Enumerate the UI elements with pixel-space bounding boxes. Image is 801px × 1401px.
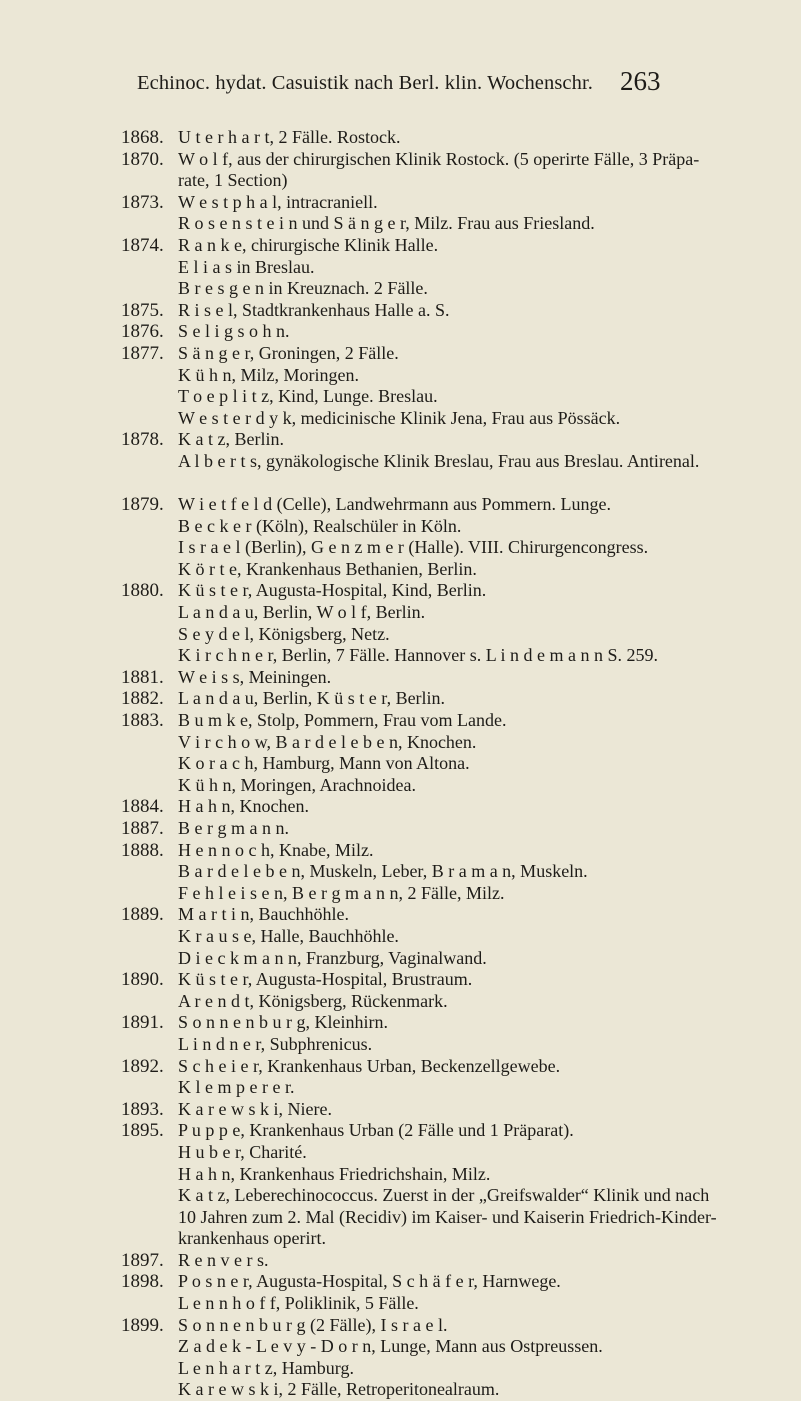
entry-text: [178, 300, 778, 322]
text-line: V i r c h o w, B a r d e l e b e n, Knochen.: [178, 731, 477, 752]
list-item: [0, 710, 801, 796]
page-header: [0, 62, 801, 102]
running-head: Echinoc. hydat. Casuistik nach Berl. klin. Wochenschr.: [137, 72, 593, 94]
list-item: [0, 192, 801, 235]
text-line: W i e t f e l d (Celle), Landwehrmann aus Pommern. Lunge.: [178, 494, 612, 515]
entry-text: [178, 343, 778, 429]
page-number: 263: [620, 66, 661, 96]
text-line: K o r a c h, Hamburg, Mann von Altona.: [178, 753, 470, 774]
entry-text: [178, 667, 778, 689]
entry-text: [178, 1315, 778, 1401]
text-line: R i s e l, Stadtkrankenhaus Halle a. S.: [178, 299, 450, 320]
year-label: 1880.: [121, 580, 164, 602]
list-item: [0, 1315, 801, 1401]
text-line: R e n v e r s.: [178, 1249, 269, 1270]
list-item: [0, 1099, 801, 1121]
list-item: [0, 1250, 801, 1272]
year-label: 1890.: [121, 969, 164, 991]
text-line: W e s t e r d y k, medicinische Klinik Jena, Frau aus Pössäck.: [178, 407, 621, 428]
list-item: [0, 667, 801, 689]
text-line: [178, 473, 778, 495]
text-line: K ü h n, Moringen, Arachnoidea.: [178, 774, 416, 795]
text-line: R o s e n s t e i n und S ä n g e r, Milz. Frau aus Friesland.: [178, 213, 595, 234]
text-line: K a t z, Berlin.: [178, 429, 284, 450]
entry-text: [178, 429, 778, 494]
text-line: M a r t i n, Bauchhöhle.: [178, 904, 349, 925]
entry-text: [178, 580, 778, 666]
entry-text: [178, 127, 778, 149]
list-item: [0, 235, 801, 300]
list-item: [0, 688, 801, 710]
list-item: [0, 580, 801, 666]
text-line: rate, 1 Section): [178, 170, 288, 191]
entry-text: [178, 818, 778, 840]
text-line: K a t z, Leberechinococcus. Zuerst in der „Greifswalder“ Klinik und nach: [178, 1185, 710, 1206]
text-line: A r e n d t, Königsberg, Rückenmark.: [178, 990, 448, 1011]
text-line: K ü s t e r, Augusta-Hospital, Brustraum.: [178, 969, 473, 990]
year-label: 1897.: [121, 1249, 164, 1271]
entry-text: [178, 1250, 778, 1272]
year-label: 1873.: [121, 191, 164, 213]
list-item: [0, 840, 801, 905]
entry-text: [178, 796, 778, 818]
text-line: K a r e w s k i, Niere.: [178, 1098, 332, 1119]
entry-text: [178, 321, 778, 343]
list-item: [0, 969, 801, 1012]
entry-text: [178, 1099, 778, 1121]
year-label: 1891.: [121, 1012, 164, 1034]
text-line: H e n n o c h, Knabe, Milz.: [178, 839, 374, 860]
text-line: L i n d n e r, Subphrenicus.: [178, 1033, 373, 1054]
list-item: [0, 1056, 801, 1099]
text-line: H a h n, Krankenhaus Friedrichshain, Milz.: [178, 1163, 491, 1184]
text-line: L a n d a u, Berlin, K ü s t e r, Berlin.: [178, 688, 446, 709]
text-line: L e n n h o f f, Poliklinik, 5 Fälle.: [178, 1293, 419, 1314]
text-line: L e n h a r t z, Hamburg.: [178, 1357, 354, 1378]
year-label: 1882.: [121, 688, 164, 710]
year-label: 1874.: [121, 234, 164, 256]
text-line: S o n n e n b u r g (2 Fälle), I s r a e l.: [178, 1314, 448, 1335]
text-line: S ä n g e r, Groningen, 2 Fälle.: [178, 342, 399, 363]
text-line: B r e s g e n in Kreuznach. 2 Fälle.: [178, 278, 428, 299]
entry-text: [178, 494, 778, 580]
text-line: B e r g m a n n.: [178, 818, 289, 838]
text-line: K l e m p e r e r.: [178, 1077, 295, 1098]
text-line: R a n k e, chirurgische Klinik Halle.: [178, 234, 439, 255]
list-item: [0, 429, 801, 494]
text-line: L a n d a u, Berlin, W o l f, Berlin.: [178, 602, 426, 623]
chronology-list: [0, 127, 801, 1401]
year-label: 1868.: [121, 127, 164, 148]
list-item: [0, 149, 801, 192]
year-label: 1884.: [121, 796, 164, 818]
year-label: 1883.: [121, 710, 164, 732]
text-line: S o n n e n b u r g, Kleinhirn.: [178, 1012, 388, 1033]
entry-text: [178, 1056, 778, 1099]
list-item: [0, 1271, 801, 1314]
entry-text: [178, 235, 778, 300]
entry-text: [178, 688, 778, 710]
entry-text: [178, 149, 778, 192]
text-line: S e l i g s o h n.: [178, 321, 290, 342]
text-line: K i r c h n e r, Berlin, 7 Fälle. Hannover s. L i n d e m a n n S. 259.: [178, 645, 659, 666]
list-item: [0, 343, 801, 429]
entry-text: [178, 1120, 778, 1250]
text-line: H u b e r, Charité.: [178, 1141, 307, 1162]
entry-text: [178, 969, 778, 1012]
text-line: W e i s s, Meiningen.: [178, 666, 332, 687]
text-line: 10 Jahren zum 2. Mal (Recidiv) im Kaiser- und Kaiserin Friedrich-Kinder-: [178, 1206, 717, 1227]
entry-text: [178, 710, 778, 796]
text-line: S e y d e l, Königsberg, Netz.: [178, 623, 390, 644]
text-line: F e h l e i s e n, B e r g m a n n, 2 Fälle, Milz.: [178, 882, 505, 903]
year-label: 1892.: [121, 1055, 164, 1077]
text-line: K a r e w s k i, 2 Fälle, Retroperitonealraum.: [178, 1379, 500, 1400]
list-item: [0, 818, 801, 840]
text-line: E l i a s in Breslau.: [178, 256, 315, 277]
year-label: 1870.: [121, 148, 164, 170]
text-line: T o e p l i t z, Kind, Lunge. Breslau.: [178, 386, 438, 407]
text-line: W e s t p h a l, intracraniell.: [178, 191, 378, 212]
list-item: [0, 494, 801, 580]
entry-text: [178, 904, 778, 969]
year-label: 1881.: [121, 666, 164, 688]
text-line: B e c k e r (Köln), Realschüler in Köln.: [178, 515, 462, 536]
year-label: 1877.: [121, 342, 164, 364]
text-line: H a h n, Knochen.: [178, 796, 309, 817]
text-line: K ü s t e r, Augusta-Hospital, Kind, Berlin.: [178, 580, 487, 601]
list-item: [0, 127, 801, 149]
year-label: 1888.: [121, 839, 164, 861]
year-label: 1887.: [121, 818, 164, 839]
year-label: 1879.: [121, 494, 164, 516]
text-line: krankenhaus operirt.: [178, 1228, 326, 1249]
year-label: 1878.: [121, 429, 164, 451]
list-item: [0, 300, 801, 322]
list-item: [0, 1120, 801, 1250]
entry-text: [178, 192, 778, 235]
text-line: P o s n e r, Augusta-Hospital, S c h ä f e r, Harnwege.: [178, 1271, 561, 1292]
entry-text: [178, 1012, 778, 1055]
text-line: B a r d e l e b e n, Muskeln, Leber, B r a m a n, Muskeln.: [178, 861, 588, 882]
text-line: K ü h n, Milz, Moringen.: [178, 364, 359, 385]
list-item: [0, 904, 801, 969]
text-line: Z a d e k - L e v y - D o r n, Lunge, Mann aus Ostpreussen.: [178, 1336, 603, 1357]
text-line: K ö r t e, Krankenhaus Bethanien, Berlin.: [178, 558, 477, 579]
text-line: S c h e i e r, Krankenhaus Urban, Beckenzellgewebe.: [178, 1055, 561, 1076]
entry-text: [178, 1271, 778, 1314]
text-line: P u p p e, Krankenhaus Urban (2 Fälle und 1 Präparat).: [178, 1120, 574, 1141]
text-line: K r a u s e, Halle, Bauchhöhle.: [178, 925, 399, 946]
year-label: 1899.: [121, 1314, 164, 1336]
year-label: 1875.: [121, 299, 164, 321]
text-line: D i e c k m a n n, Franzburg, Vaginalwand.: [178, 947, 487, 968]
text-line: I s r a e l (Berlin), G e n z m e r (Halle). VIII. Chirurgencongress.: [178, 537, 649, 558]
year-label: 1893.: [121, 1098, 164, 1120]
list-item: [0, 1012, 801, 1055]
text-line: B u m k e, Stolp, Pommern, Frau vom Lande.: [178, 710, 507, 731]
text-line: W o l f, aus der chirurgischen Klinik Rostock. (5 operirte Fälle, 3 Präpa-: [178, 148, 700, 169]
year-label: 1895.: [121, 1120, 164, 1142]
text-line: U t e r h a r t, 2 Fälle. Rostock.: [178, 127, 401, 147]
list-item: [0, 321, 801, 343]
list-item: [0, 796, 801, 818]
year-label: 1876.: [121, 321, 164, 343]
year-label: 1898.: [121, 1271, 164, 1293]
text-line: A l b e r t s, gynäkologische Klinik Breslau, Frau aus Breslau. Antirenal.: [178, 450, 700, 471]
year-label: 1889.: [121, 904, 164, 926]
entry-text: [178, 840, 778, 905]
